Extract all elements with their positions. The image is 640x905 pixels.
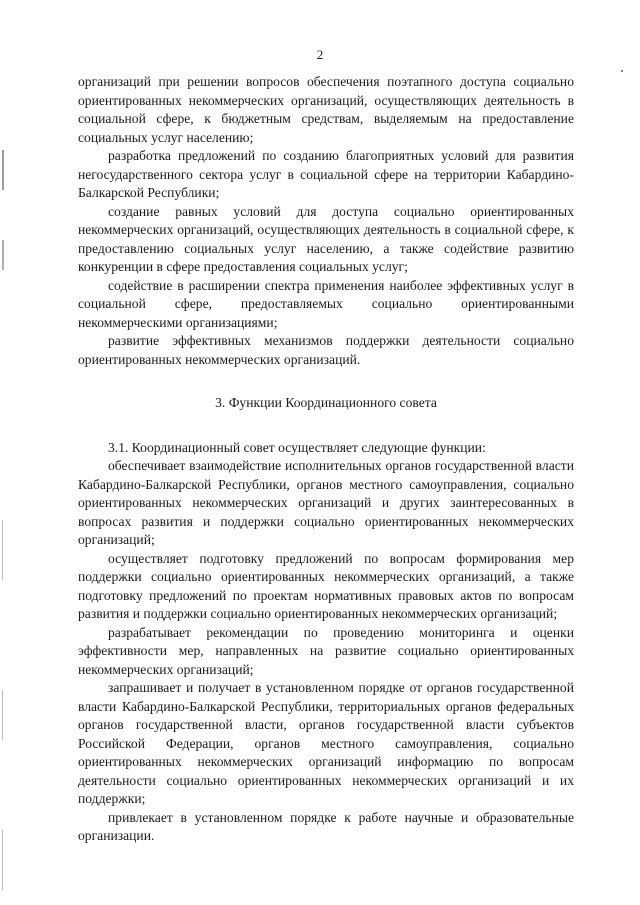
section-heading: 3. Функции Координационного совета [215,395,437,410]
scan-artifact [2,240,4,270]
paragraph: 3.1. Координационный совет осуществляет следующие функции: [108,439,486,455]
page-number: 2 [316,47,324,62]
scan-artifact [621,70,623,72]
paragraph: развитие эффективных механизмов поддержки деятельности социально ориентированных некоммерческих организаций. [78,333,574,367]
paragraph: содействие в расширении спектра применения наиболее эффективных услуг в социальной сфере, предоставляемых социально ориентированными некоммерческими организациями; [78,277,574,330]
scan-artifact [2,690,3,740]
paragraph: запрашивает и получает в установленном порядке от органов государственной власти Кабардино-Балкарской Республики, территориальных органов федеральных органов государственной власти, органов государственной власти субъектов Российской Федерации, органов местного самоуправления, социально ориентированных некоммерческих организаций информацию по вопросам деятельности социально ориентированных некоммерческих организаций и их поддержки; [78,680,574,806]
scan-artifact [2,830,3,890]
paragraph: разрабатывает рекомендации по проведению мониторинга и оценки эффективности мер, направленных на развитие социально ориентированных некоммерческих организаций; [78,624,574,677]
scan-artifact [2,520,3,580]
paragraph: осуществляет подготовку предложений по вопросам формирования мер поддержки социально ориентированных некоммерческих организаций, а также подготовку предложений по проектам нормативных правовых актов по вопросам развития и поддержки социально ориентированных некоммерческих организаций; [78,550,574,621]
paragraph: привлекает в установленном порядке к работе научные и образовательные организации. [78,809,574,843]
paragraph-continuation: организаций при решении вопросов обеспечения поэтапного доступа социально ориентированных некоммерческих организаций, осуществляющих деятельность в социальной сфере, к бюджетным средствам, выделяемым на предоставление социальных услуг населению; [78,74,574,145]
paragraph: создание равных условий для доступа социально ориентированных некоммерческих организаций, осуществляющих деятельность в социальной сфере, к предоставлению социальных услуг населению, а также содействие развитию конкуренции в сфере предоставления социальных услуг; [78,203,574,274]
document-body [78,73,574,846]
paragraph: разработка предложений по созданию благоприятных условий для развития негосударственного сектора услуг в социальной сфере на территории Кабардино-Балкарской Республики; [78,148,574,200]
scan-artifact [2,150,4,190]
paragraph: обеспечивает взаимодействие исполнительных органов государственной власти Кабардино-Балкарской Республики, органов местного самоуправления, социально ориентированных некоммерческих организаций и других заинтересованных в вопросах развития и поддержки социально ориентированных некоммерческих организаций; [78,458,574,547]
